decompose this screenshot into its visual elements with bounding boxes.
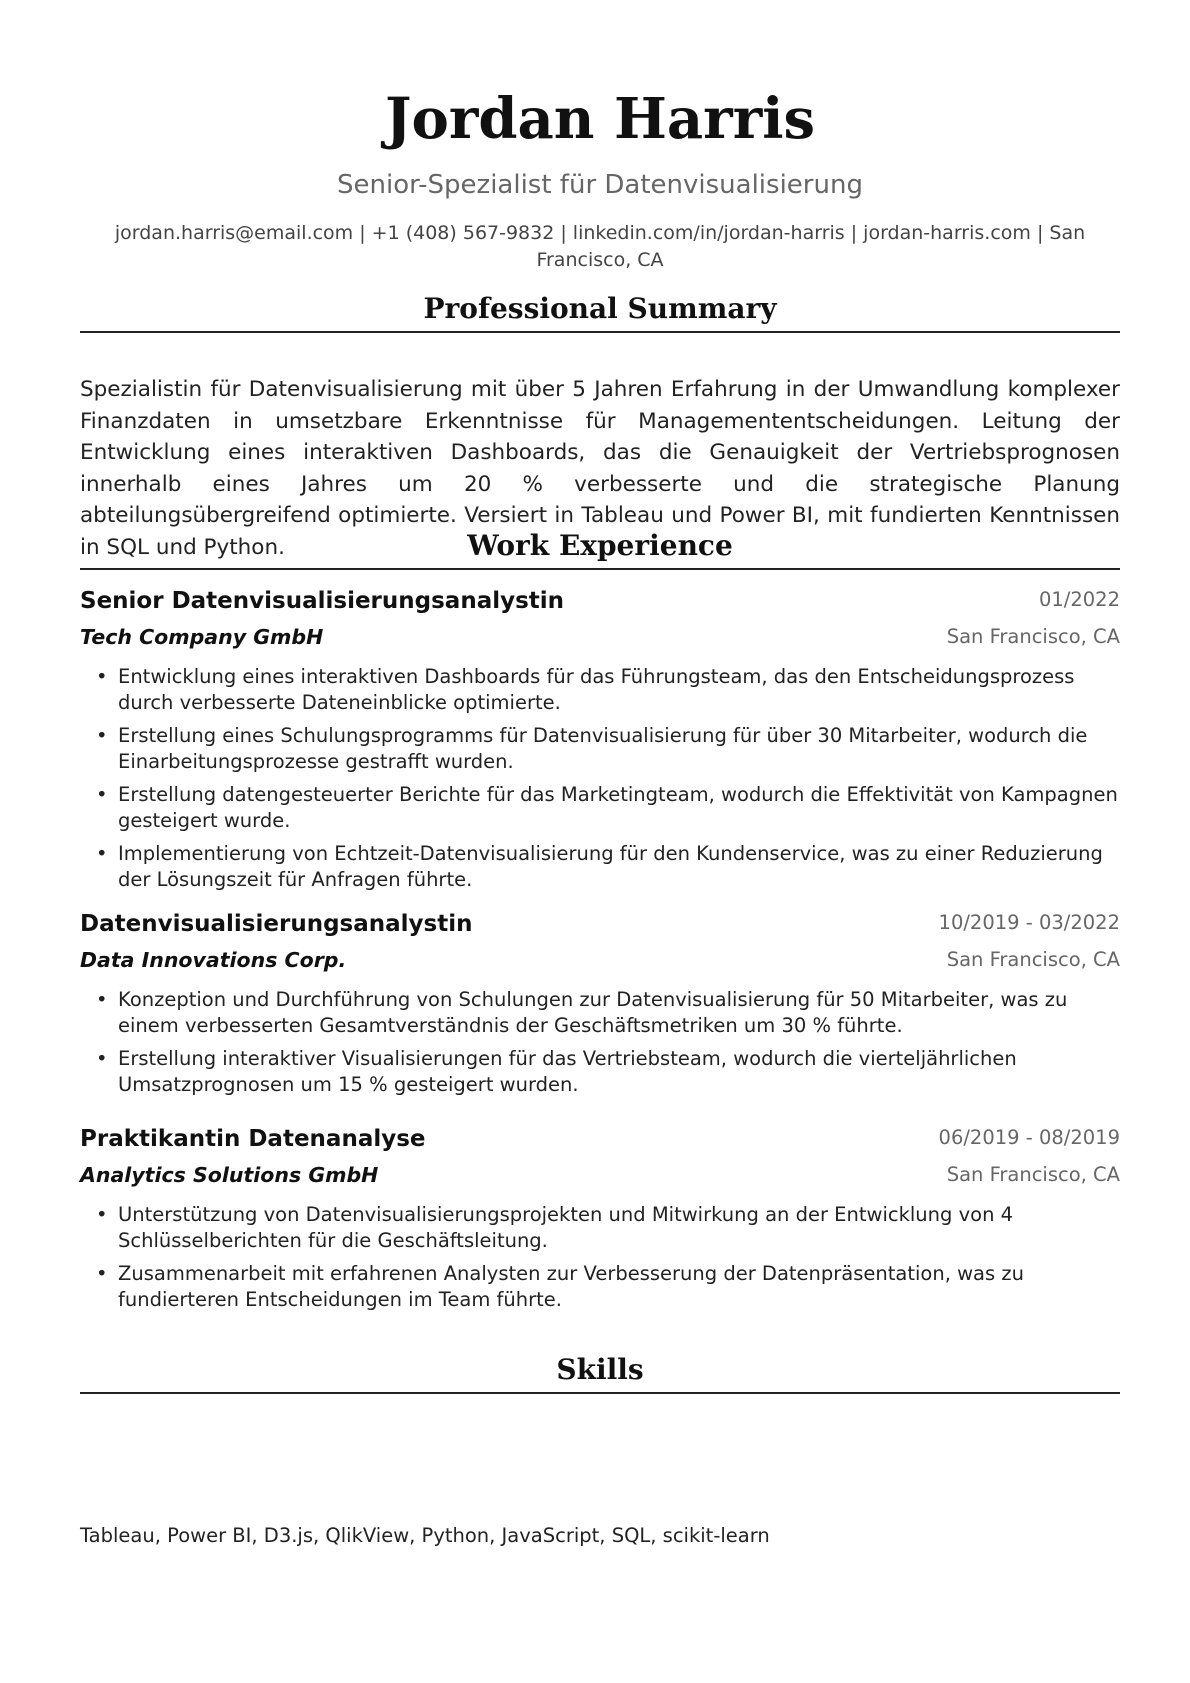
job-location: San Francisco, CA	[946, 948, 1120, 971]
bullet-item: • Erstellung interaktiver Visualisierungen für das Vertriebsteam, wodurch die vierteljährlichen Umsatzprognosen um 15 % gesteigert wurden.	[80, 1046, 1120, 1098]
company-name: Data Innovations Corp.	[80, 948, 347, 972]
job-bullets	[80, 987, 1120, 1105]
company-name: Analytics Solutions GmbH	[80, 1163, 379, 1187]
skills-heading: Skills	[556, 1353, 644, 1386]
experience-divider	[80, 568, 1120, 570]
job-title: Datenvisualisierungsanalystin	[80, 911, 473, 937]
bullet-item: • Erstellung datengesteuerter Berichte für das Marketingteam, wodurch die Effektivität von Kampagnen gesteigert wurde.	[80, 782, 1120, 834]
job-title: Senior Datenvisualisierungsanalystin	[80, 588, 565, 614]
summary-divider	[80, 331, 1120, 333]
bullet-item: • Konzeption und Durchführung von Schulungen zur Datenvisualisierung für 50 Mitarbeiter, was zu einem verbesserten Gesamtverständnis der Geschäftsmetriken um 30 % führte.	[80, 987, 1120, 1039]
candidate-name: Jordan Harris	[384, 86, 815, 152]
skills-list: Tableau, Power BI, D3.js, QlikView, Python, JavaScript, SQL, scikit-learn	[80, 1524, 770, 1547]
skills-divider	[80, 1392, 1120, 1394]
job-date: 10/2019 - 03/2022	[938, 911, 1120, 934]
contact-line: jordan.harris@email.com | +1 (408) 567-9832 | linkedin.com/in/jordan-harris | jordan-harris.com | San Francisco, CA	[114, 222, 1086, 271]
bullet-item: • Erstellung eines Schulungsprogramms für Datenvisualisierung für über 30 Mitarbeiter, wodurch die Einarbeitungsprozesse gestrafft wurden.	[80, 723, 1120, 775]
job-date: 06/2019 - 08/2019	[938, 1126, 1120, 1149]
candidate-title: Senior-Spezialist für Datenvisualisierung	[337, 170, 863, 200]
job-location: San Francisco, CA	[946, 1163, 1120, 1186]
job-title: Praktikantin Datenanalyse	[80, 1126, 426, 1152]
job-location: San Francisco, CA	[946, 625, 1120, 648]
summary-text: Spezialistin für Datenvisualisierung mit über 5 Jahren Erfahrung in der Umwandlung komplexer Finanzdaten in umsetzbare Erkenntnisse für Managemententscheidungen. Leitung der Entwicklung eines interaktiven Dashboards, das die Genauigkeit der Vertriebsprognosen innerhalb eines Jahres um 20 % verbesserte und die strategische Planung abteilungsübergreifend optimierte. Versiert in Tableau und Power BI, mit fundierten Kenntnissen in SQL und Python.	[80, 377, 1120, 560]
job-date: 01/2022	[1038, 588, 1120, 611]
job-bullets	[80, 1202, 1120, 1320]
experience-heading: Work Experience	[467, 529, 733, 562]
bullet-item: • Entwicklung eines interaktiven Dashboards für das Führungsteam, das den Entscheidungsprozess durch verbesserte Dateneinblicke optimierte.	[80, 664, 1120, 716]
summary-heading: Professional Summary	[423, 292, 777, 325]
job-bullets	[80, 664, 1120, 900]
bullet-item: • Zusammenarbeit mit erfahrenen Analysten zur Verbesserung der Datenpräsentation, was zu fundierteren Entscheidungen im Team führte.	[80, 1261, 1120, 1313]
bullet-item: • Implementierung von Echtzeit-Datenvisualisierung für den Kundenservice, was zu einer Reduzierung der Lösungszeit für Anfragen führte.	[80, 841, 1120, 893]
bullet-item: • Unterstützung von Datenvisualisierungsprojekten und Mitwirkung an der Entwicklung von 4 Schlüsselberichten für die Geschäftsleitung.	[80, 1202, 1120, 1254]
company-name: Tech Company GmbH	[80, 625, 324, 649]
